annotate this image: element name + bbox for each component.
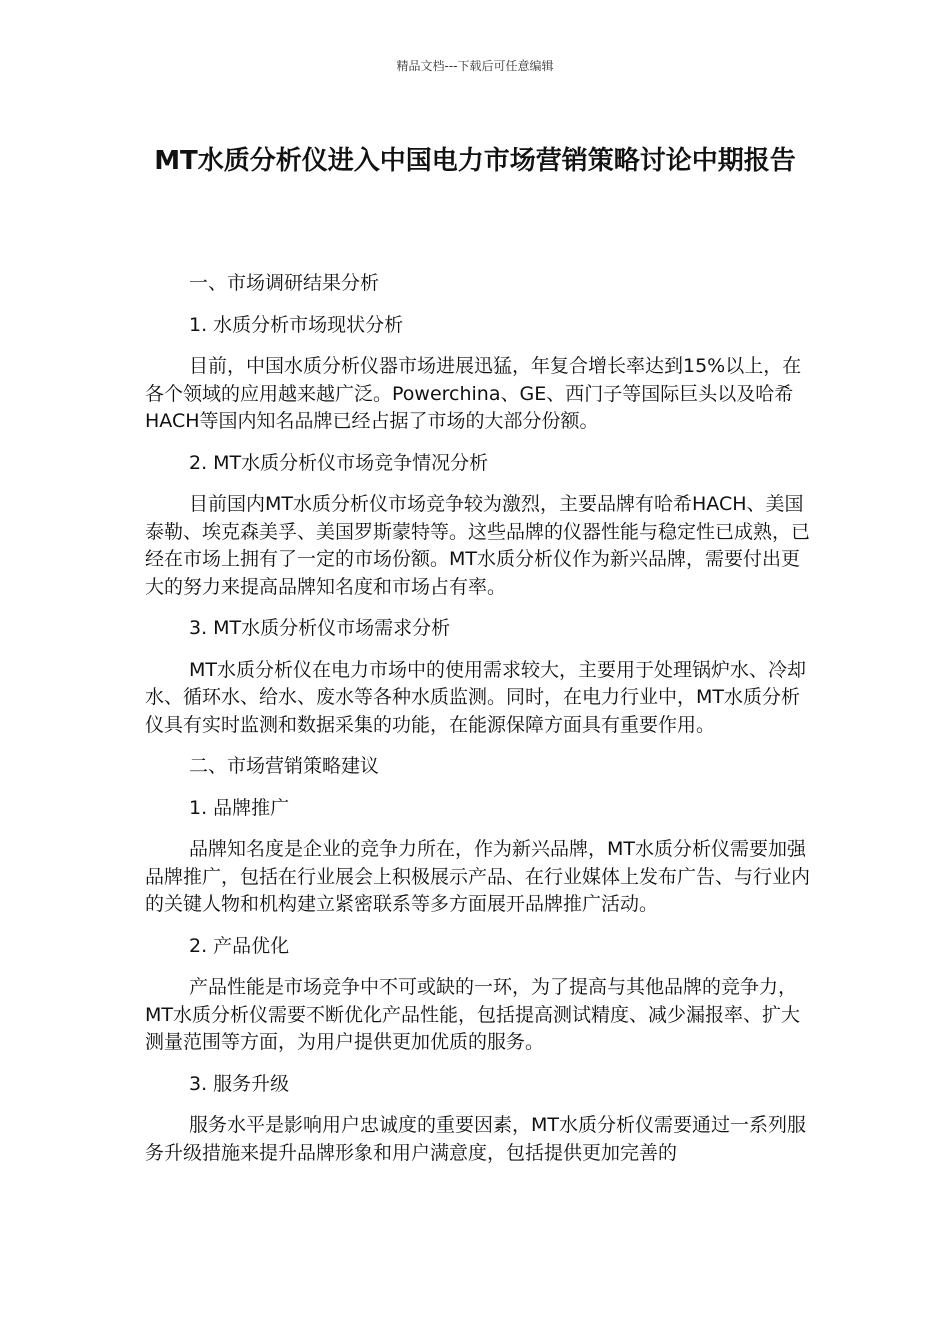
subheading-brand-promotion: 1. 品牌推广 <box>189 796 290 819</box>
paragraph-market-status: 目前，中国水质分析仪器市场进展迅猛，年复合增长率达到15%以上，在各个领域的应用越来越广泛。Powerchina、GE、西门子等国际巨头以及哈希HACH等国内知名品牌已经占据了市场的大部分份额。 <box>145 355 802 432</box>
subheading-demand: 3. MT水质分析仪市场需求分析 <box>189 617 451 639</box>
subheading-product-optimization: 2. 产品优化 <box>189 934 290 957</box>
subheading-service-upgrade: 3. 服务升级 <box>189 1072 290 1095</box>
section-heading-strategy: 二、市场营销策略建议 <box>189 755 380 777</box>
subheading-market-status: 1. 水质分析市场现状分析 <box>189 313 404 336</box>
document-title: MT水质分析仪进入中国电力市场营销策略讨论中期报告 <box>154 146 796 176</box>
paragraph-product-optimization: 产品性能是市场竞争中不可或缺的一环，为了提高与其他品牌的竞争力，MT水质分析仪需要不断优化产品性能，包括提高测试精度、减少漏报率、扩大测量范围等方面，为用户提供更加优质的服务。 <box>145 976 801 1053</box>
paragraph-brand-promotion: 品牌知名度是企业的竞争力所在，作为新兴品牌，MT水质分析仪需要加强品牌推广，包括在行业展会上积极展示产品、在行业媒体上发布广告、与行业内的关键人物和机构建立紧密联系等多方面展开品牌推广活动。 <box>145 838 811 915</box>
paragraph-demand: MT水质分析仪在电力市场中的使用需求较大，主要用于处理锅炉水、冷却水、循环水、给水、废水等各种水质监测。同时，在电力行业中，MT水质分析仪具有实时监测和数据采集的功能，在能源保障方面具有重要作用。 <box>145 658 807 736</box>
paragraph-service-upgrade: 服务水平是影响用户忠诚度的重要因素，MT水质分析仪需要通过一系列服务升级措施来提升品牌形象和用户满意度，包括提供更加完善的 <box>145 1114 807 1164</box>
document-body <box>145 270 810 1181</box>
subheading-competition: 2. MT水质分析仪市场竞争情况分析 <box>189 451 489 474</box>
header-note: 精品文档---下载后可任意编辑 <box>396 59 554 73</box>
paragraph-competition: 目前国内MT水质分析仪市场竞争较为激烈，主要品牌有哈希HACH、美国泰勒、埃克森美孚、美国罗斯蒙特等。这些品牌的仪器性能与稳定性已成熟，已经在市场上拥有了一定的市场份额。MT水质分析仪作为新兴品牌，需要付出更大的努力来提高品牌知名度和市场占有率。 <box>145 493 811 598</box>
section-heading-market-research: 一、市场调研结果分析 <box>189 272 380 294</box>
